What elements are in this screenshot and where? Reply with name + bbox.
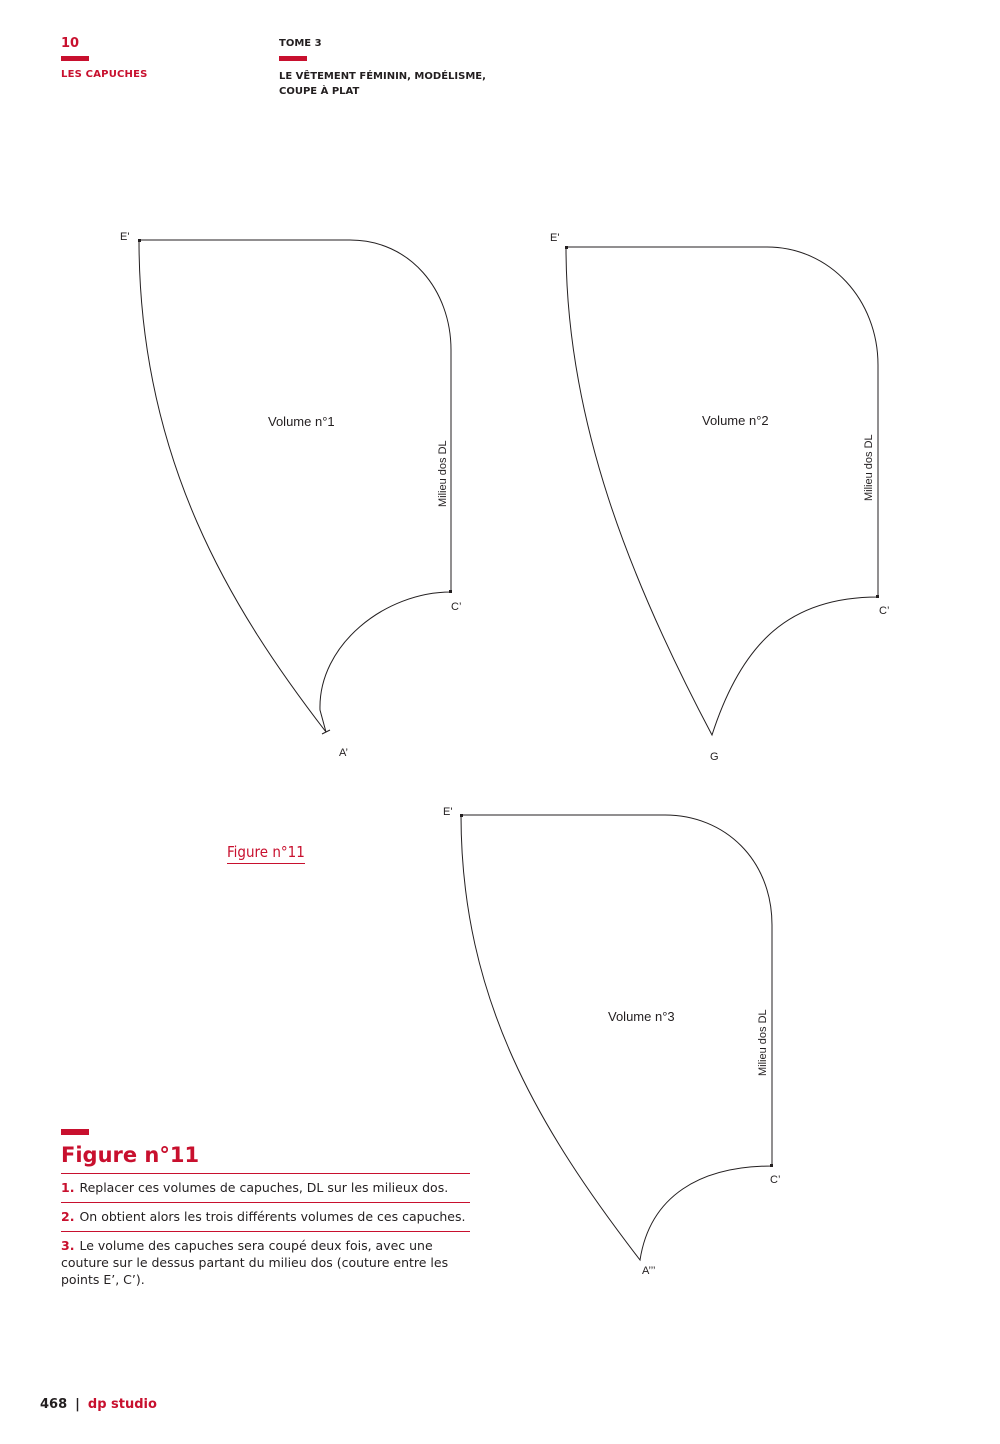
page-footer	[40, 1397, 157, 1412]
notes-accent-bar	[61, 1129, 89, 1135]
volume-1-side-label: Milieu dos DL	[437, 440, 449, 507]
page-number: 468	[40, 1397, 68, 1412]
volume-1-outline	[139, 240, 451, 732]
volume-2-outline	[566, 247, 878, 735]
note-text: Replacer ces volumes de capuches, DL sur les milieux dos.	[79, 1180, 449, 1195]
volume-1-point-c-marker	[449, 590, 452, 593]
volume-3-point-c-label: C’	[770, 1174, 781, 1186]
volume-1-title: Volume n°1	[268, 414, 335, 429]
volume-3-outline	[461, 815, 772, 1260]
volume-2-side-label: Milieu dos DL	[863, 434, 875, 501]
volume-1-point-e-label: E'	[120, 231, 130, 243]
figure-caption: Figure n°11	[227, 843, 305, 864]
volume-3-side-label: Milieu dos DL	[757, 1009, 769, 1076]
volume-3-point-a-label: A’’’	[642, 1265, 656, 1277]
list-item	[61, 1202, 470, 1231]
volume-2-point-c-marker	[876, 595, 879, 598]
note-number: 1.	[61, 1180, 75, 1195]
volume-1-point-e-marker	[138, 239, 141, 242]
chapter-number: 10	[61, 36, 80, 51]
volume-3-point-e-marker	[460, 814, 463, 817]
volume-1-point-a-label: A’	[339, 747, 348, 759]
volume-2-point-e-label: E'	[550, 232, 560, 244]
notes-list	[61, 1173, 470, 1294]
footer-separator: |	[75, 1397, 80, 1412]
volume-1-point-c-label: C’	[451, 601, 462, 613]
note-text: On obtient alors les trois différents volumes de ces capuches.	[79, 1209, 466, 1224]
volume-3-point-c-marker	[770, 1164, 773, 1167]
tome-label: TOME 3	[279, 38, 322, 49]
note-number: 2.	[61, 1209, 75, 1224]
book-subtitle-line-2: COUPE À PLAT	[279, 86, 360, 97]
volume-2-point-g-label: G	[710, 751, 719, 763]
chapter-title: LES CAPUCHES	[61, 69, 148, 80]
volume-3-point-e-label: E'	[443, 806, 453, 818]
list-item	[61, 1173, 470, 1202]
volume-2-point-e-marker	[565, 246, 568, 249]
publisher-brand: dp studio	[87, 1397, 157, 1412]
book-subtitle-line-1: LE VÊTEMENT FÉMININ, MODÉLISME,	[279, 71, 486, 82]
volume-2-point-c-label: C’	[879, 605, 890, 617]
note-number: 3.	[61, 1238, 75, 1253]
list-item	[61, 1231, 470, 1294]
note-text: Le volume des capuches sera coupé deux fois, avec une couture sur le dessus partant du milieu dos (couture entre les points E’, C’).	[61, 1238, 449, 1287]
notes-title: Figure n°11	[61, 1143, 200, 1167]
volume-2-title: Volume n°2	[702, 413, 769, 428]
volume-3-title: Volume n°3	[608, 1009, 675, 1024]
